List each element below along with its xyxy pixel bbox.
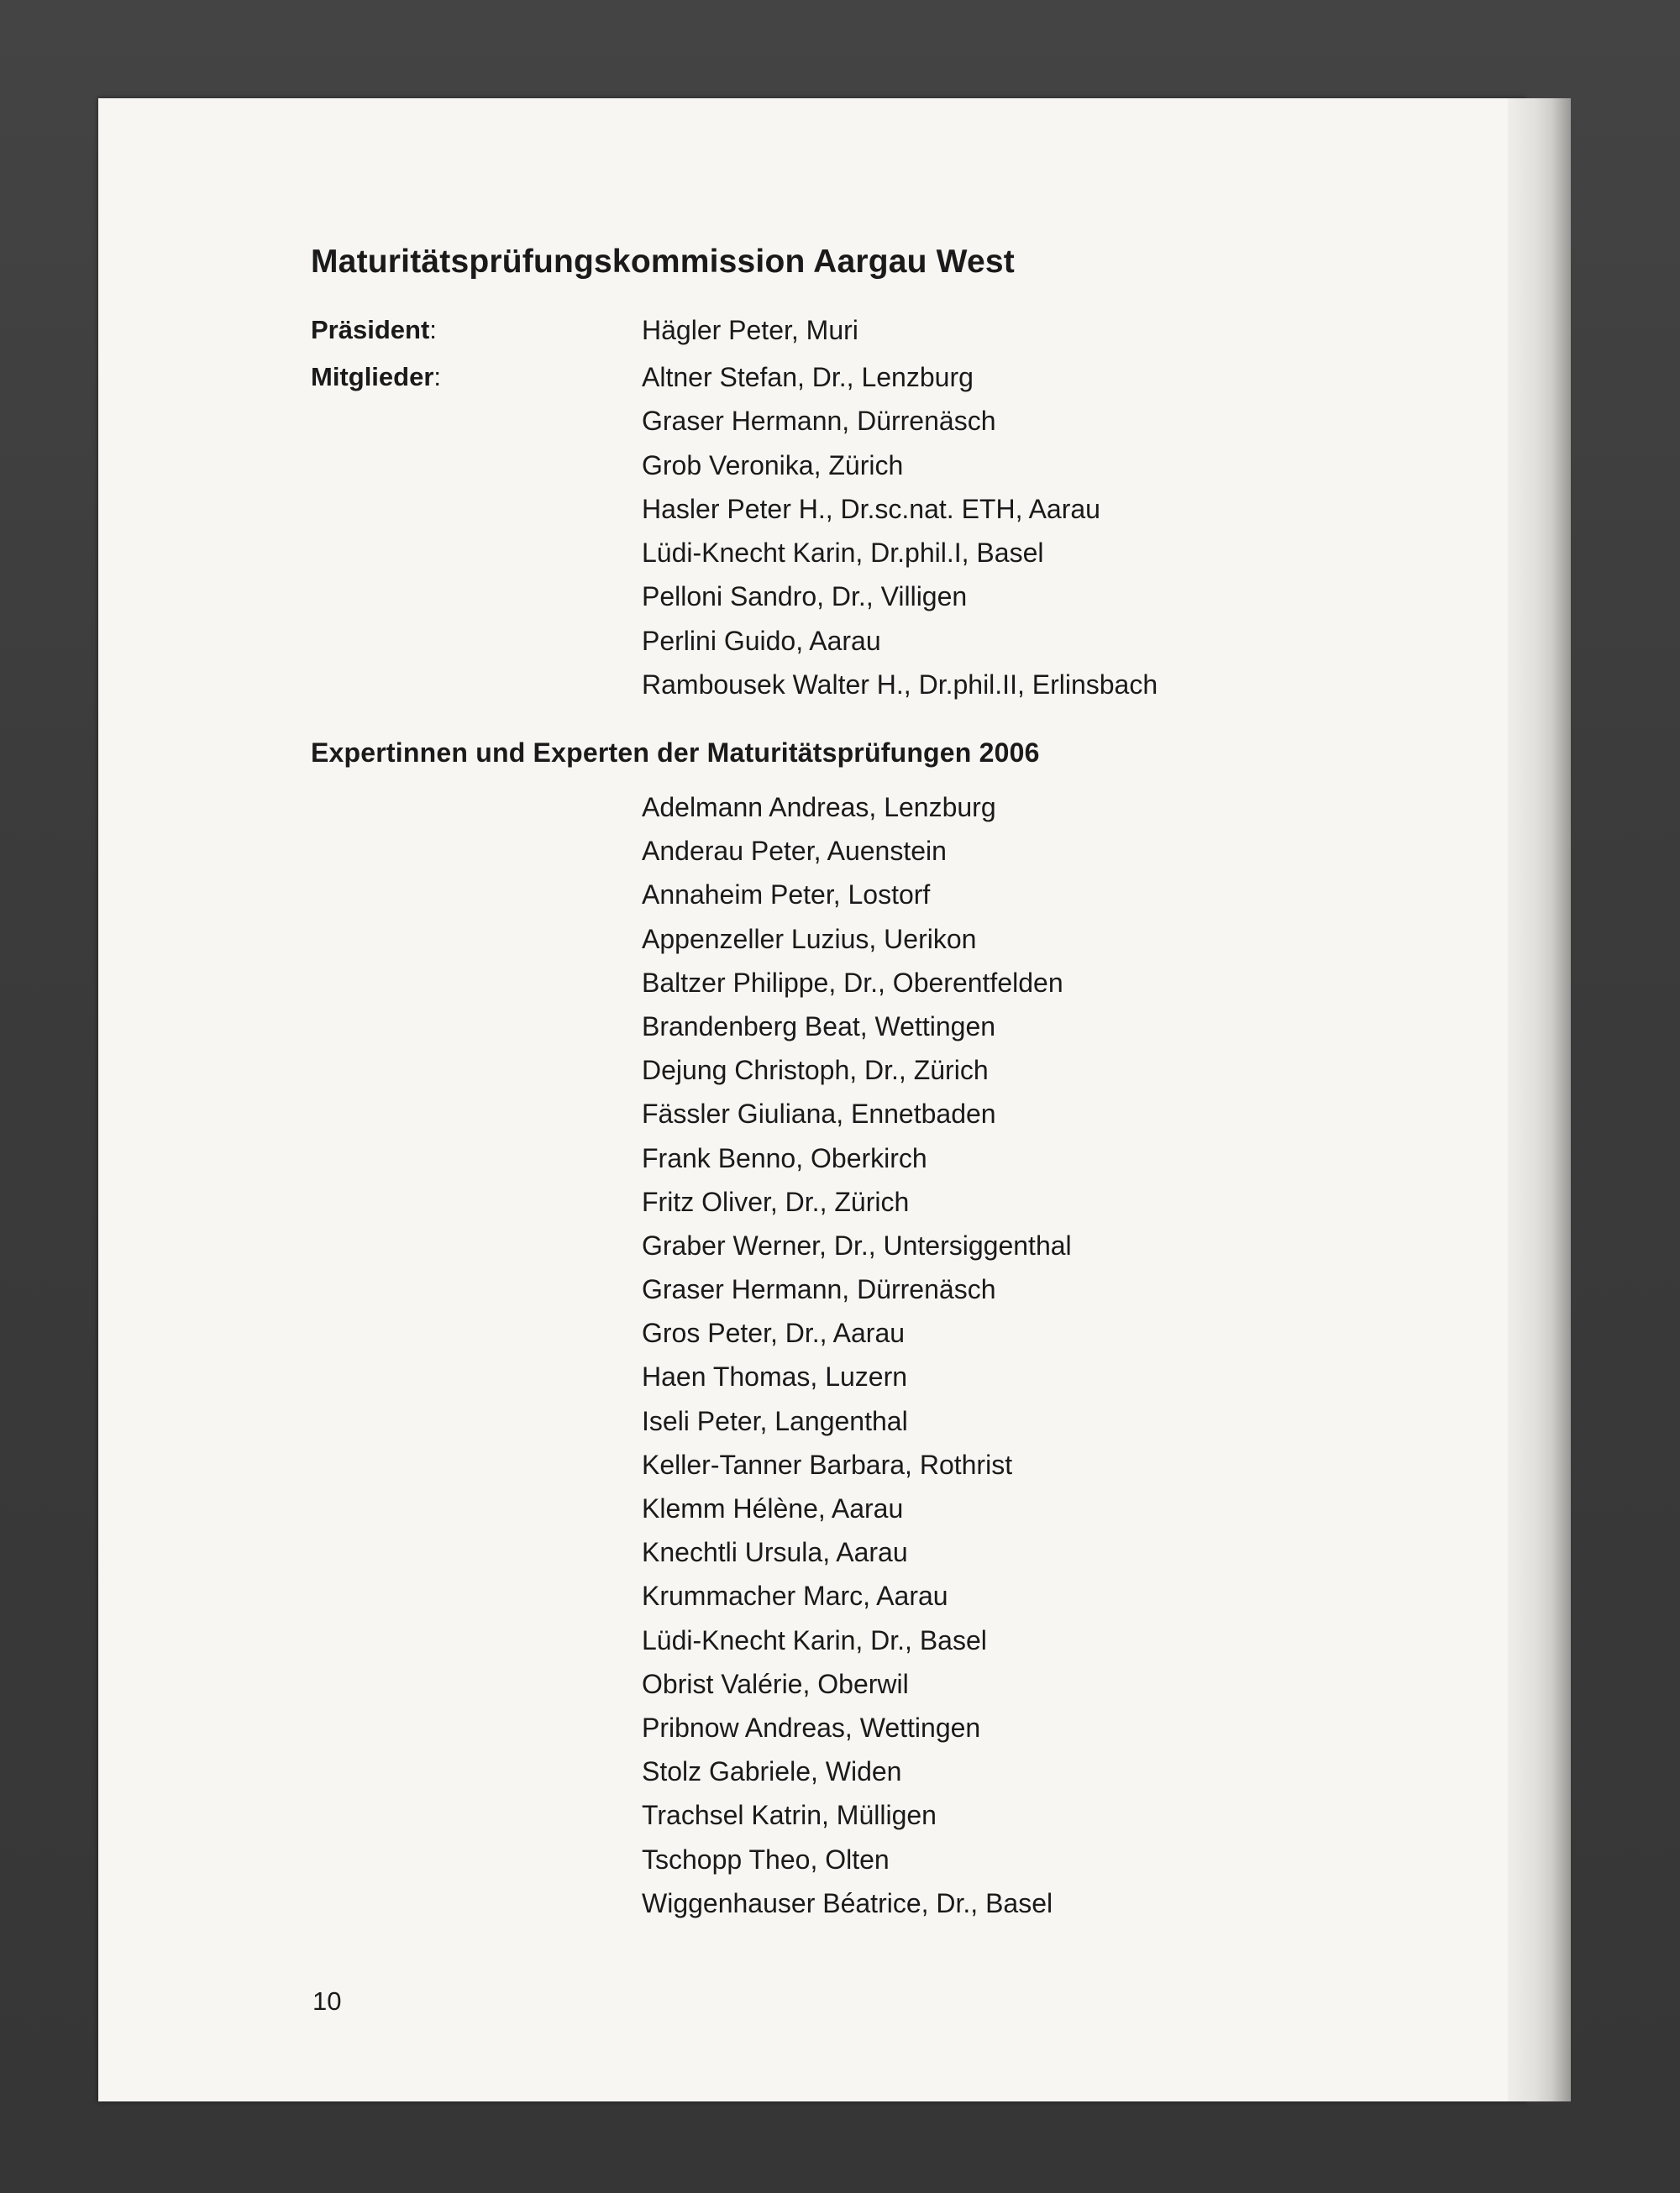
expert-item: Wiggenhauser Béatrice, Dr., Basel [642,1887,1053,1918]
expert-item: Fritz Oliver, Dr., Zürich [642,1186,910,1217]
member-item: Rambousek Walter H., Dr.phil.II, Erlinsbach [642,669,1158,700]
expert-item: Frank Benno, Oberkirch [642,1142,927,1173]
expert-item: Brandenberg Beat, Wettingen [642,1010,996,1041]
president-label: Präsident [311,315,430,344]
expert-item: Iseli Peter, Langenthal [642,1405,908,1436]
expert-item: Appenzeller Luzius, Uerikon [642,923,977,954]
expert-item: Dejung Christoph, Dr., Zürich [642,1055,989,1086]
expert-item: Krummacher Marc, Aarau [642,1581,948,1612]
member-item: Grob Veronika, Zürich [642,449,904,480]
expert-item: Anderau Peter, Auenstein [642,836,947,867]
member-item: Graser Hermann, Dürrenäsch [642,406,996,437]
expert-item: Klemm Hélène, Aarau [642,1493,904,1524]
members-label-row [311,355,441,399]
expert-item: Haen Thomas, Luzern [642,1361,908,1393]
expert-item: Stolz Gabriele, Widen [642,1756,902,1787]
expert-item: Adelmann Andreas, Lenzburg [642,792,996,822]
expert-item: Obrist Valérie, Oberwil [642,1668,909,1699]
experts-list [642,785,1072,1925]
member-item: Lüdi-Knecht Karin, Dr.phil.I, Basel [642,538,1044,569]
expert-item: Pribnow Andreas, Wettingen [642,1712,981,1743]
commission-heading: Maturitätsprüfungskommission Aargau West [311,244,1015,280]
members-label: Mitglieder [311,362,434,391]
expert-item: Trachsel Katrin, Mülligen [642,1800,937,1831]
expert-item: Annaheim Peter, Lostorf [642,879,931,910]
members-list [642,355,1158,706]
expert-item: Baltzer Philippe, Dr., Oberentfelden [642,967,1063,998]
page-number: 10 [312,1986,342,2016]
expert-item: Knechtli Ursula, Aarau [642,1537,908,1568]
experts-heading: Expertinnen und Experten der Maturitätsprüfungen 2006 [311,737,1040,768]
president-label-colon: : [429,315,437,344]
president-label-row [311,308,437,352]
members-label-colon: : [433,362,442,391]
expert-item: Graber Werner, Dr., Untersiggenthal [642,1230,1072,1261]
member-item: Perlini Guido, Aarau [642,625,881,656]
expert-item: Keller-Tanner Barbara, Rothrist [642,1449,1013,1480]
expert-item: Gros Peter, Dr., Aarau [642,1318,906,1349]
member-item: Pelloni Sandro, Dr., Villigen [642,581,968,612]
expert-item: Graser Hermann, Dürrenäsch [642,1274,996,1305]
expert-item: Lüdi-Knecht Karin, Dr., Basel [642,1624,987,1655]
expert-item: Fässler Giuliana, Ennetbaden [642,1099,996,1130]
page-fold-edge [1508,98,1571,2101]
president-name: Hägler Peter, Muri [642,315,858,345]
expert-item: Tschopp Theo, Olten [642,1844,890,1875]
member-item: Hasler Peter H., Dr.sc.nat. ETH, Aarau [642,493,1100,524]
member-item: Altner Stefan, Dr., Lenzburg [642,362,974,392]
